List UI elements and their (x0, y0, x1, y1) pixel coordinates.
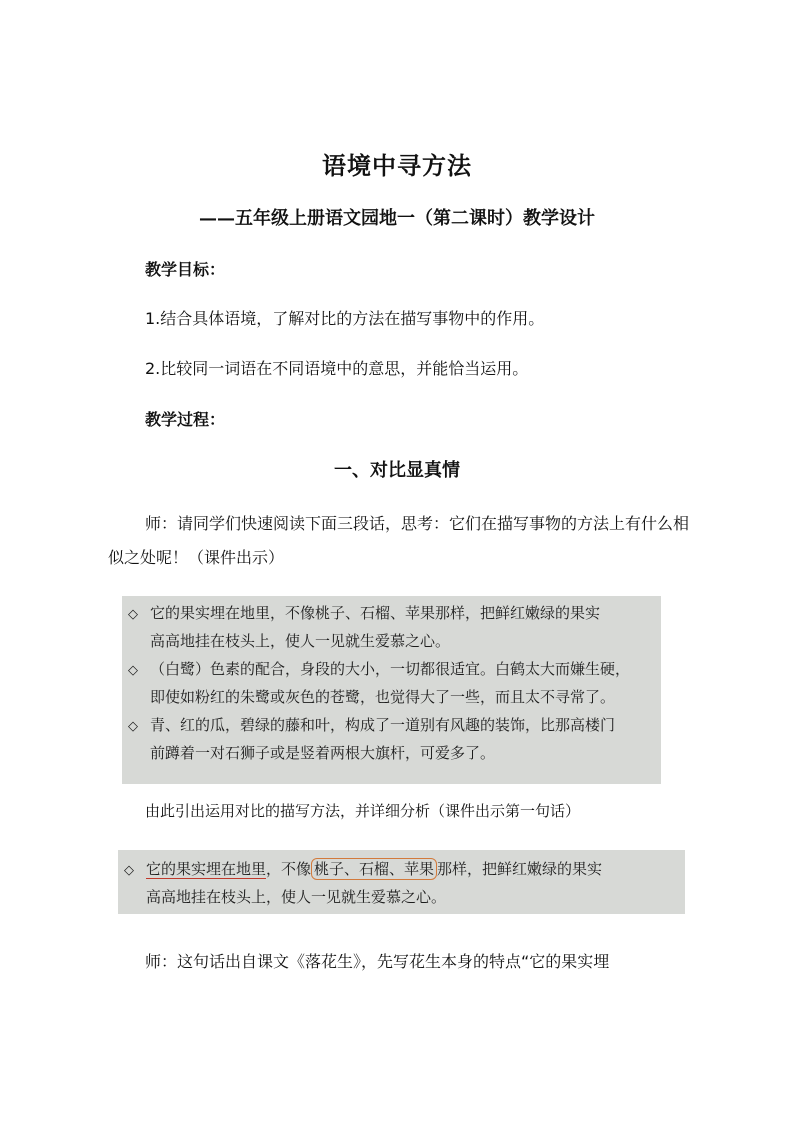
teacher-explanation: 师：这句话出自课文《落花生》，先写花生本身的特点“它的果实埋 (145, 952, 610, 971)
caption-text: 由此引出运用对比的描写方法，并详细分析（课件出示第一句话） (145, 802, 581, 820)
underlined-phrase: 它的果实埋在地里 (146, 860, 267, 878)
goal-item-2: 2.比较同一词语在不同语境中的意思，并能恰当运用。 (145, 359, 529, 378)
goal-item-1: 1.结合具体语境，了解对比的方法在描写事物中的作用。 (145, 309, 545, 328)
page-subtitle: ——五年级上册语文园地一（第二课时）教学设计 (199, 208, 595, 229)
excerpt-line: ◇ 它的果实埋在地里，不像桃子、石榴、苹果那样，把鲜红嫩绿的果实 (128, 604, 601, 622)
excerpt-image-1 (122, 596, 661, 784)
excerpt-line: 高高地挂在枝头上，使人一见就生爱慕之心。 (146, 888, 447, 906)
excerpt-line: ◇ （白鹭）色素的配合，身段的大小，一切都很适宜。白鹤太大而嫌生硬， (128, 660, 631, 678)
excerpt-image-2 (118, 850, 685, 914)
teacher-prompt: 师：请同学们快速阅读下面三段话，思考：它们在描写事物的方法上有什么相似之处呢！（课件出示） (108, 514, 690, 567)
excerpt-line: 高高地挂在枝头上，使人一见就生爱慕之心。 (150, 632, 451, 650)
process-heading: 教学过程： (145, 410, 226, 429)
diamond-bullet-icon: ◇ (128, 663, 138, 678)
excerpt-line: 前蹲着一对石狮子或是竖着两根大旗杆，可爱多了。 (150, 744, 496, 762)
diamond-bullet-icon: ◇ (128, 607, 138, 622)
section-title: 一、对比显真情 (334, 460, 460, 481)
goals-heading: 教学目标： (145, 260, 226, 279)
boxed-phrase: 桃子、石榴、苹果 (311, 858, 437, 880)
excerpt-line: ◇ 它的果实埋在地里，不像 桃子、石榴、苹果 那样，把鲜红嫩绿的果实 (124, 860, 603, 878)
diamond-bullet-icon: ◇ (128, 719, 138, 734)
excerpt-line: 即使如粉红的朱鹭或灰色的苍鹭，也觉得大了一些，而且太不寻常了。 (150, 688, 616, 706)
diamond-bullet-icon: ◇ (124, 863, 134, 878)
page-title: 语境中寻方法 (322, 151, 472, 180)
excerpt-line: ◇ 青、红的瓜，碧绿的藤和叶，构成了一道别有风趣的装饰，比那高楼门 (128, 716, 616, 734)
